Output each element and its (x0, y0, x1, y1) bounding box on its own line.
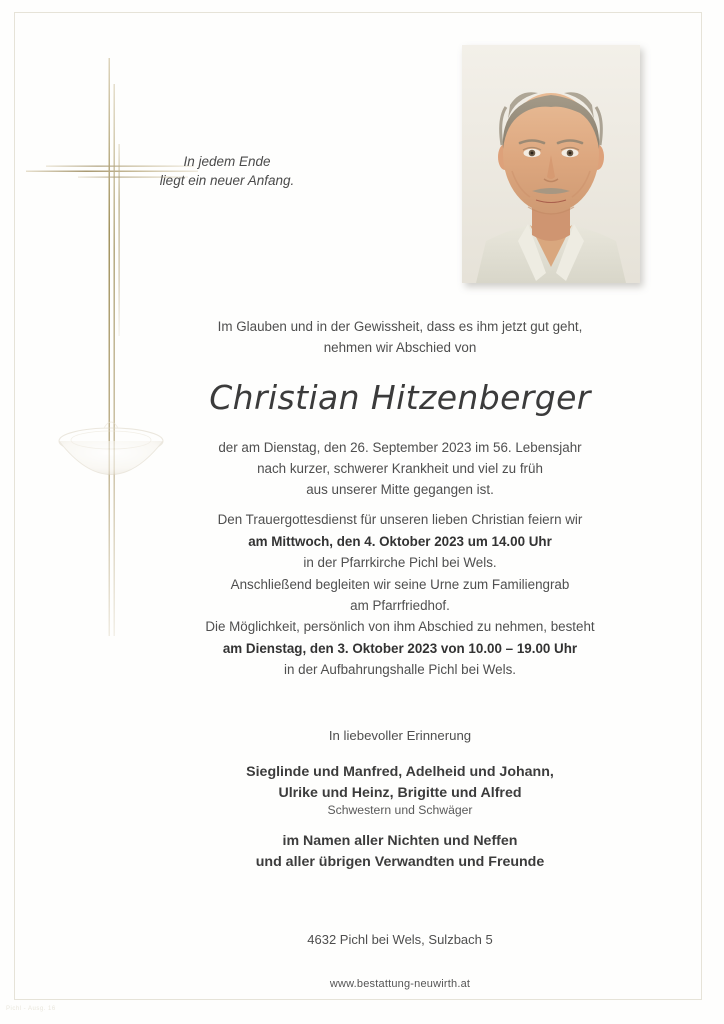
service-line-1: Den Trauergottesdienst für unseren lieben Christian feiern wir (217, 512, 583, 527)
life-details-paragraph (150, 437, 650, 500)
footer-address: 4632 Pichl bei Wels, Sulzbach 5 (307, 932, 493, 947)
service-line-4: Anschließend begleiten wir seine Urne zum Familiengrab (230, 576, 570, 592)
quote-line-2: liegt ein neuer Anfang. (159, 173, 295, 188)
viewing-line-1: Die Möglichkeit, persönlich von ihm Abschied zu nehmen, besteht (205, 619, 595, 634)
life-details-line-1: der am Dienstag, den 26. September 2023 im 56. Lebensjahr (218, 440, 582, 455)
viewing-location: in der Aufbahrungshalle Pichl bei Wels. (284, 662, 516, 677)
family-names-line-2: Ulrike und Heinz, Brigitte und Alfred (278, 785, 522, 801)
opening-quote (112, 152, 342, 190)
intro-line-1: Im Glauben und in der Gewissheit, dass es ihm jetzt gut geht, (217, 319, 583, 334)
intro-line-2: nehmen wir Abschied von (323, 340, 477, 355)
footer-website: www.bestattung-neuwirth.at (329, 978, 471, 990)
family-names (150, 762, 650, 804)
deceased-name: Christian Hitzenberger (209, 378, 591, 417)
viewing-datetime: am Dienstag, den 3. Oktober 2023 von 10.00 – 19.00 Uhr (222, 640, 578, 656)
service-datetime: am Mittwoch, den 4. Oktober 2023 um 14.00 Uhr (248, 533, 552, 549)
life-details-line-3: aus unserer Mitte gegangen ist. (306, 482, 494, 497)
funeral-service-paragraph (150, 509, 650, 617)
memory-heading: In liebevoller Erinnerung (328, 728, 472, 743)
service-location: in der Pfarrkirche Pichl bei Wels. (303, 555, 497, 570)
life-details-line-2: nach kurzer, schwerer Krankheit und viel zu früh (257, 461, 543, 476)
print-mark: Pichl - Ausg. 16 (6, 1006, 56, 1012)
closing-line-1: im Namen aller Nichten und Neffen (282, 833, 518, 849)
family-relation: Schwestern und Schwäger (327, 803, 473, 817)
viewing-paragraph (150, 616, 650, 681)
closing-line-2: und aller übrigen Verwandten und Freunde (255, 854, 545, 870)
intro-paragraph (150, 316, 650, 358)
service-line-5: am Pfarrfriedhof. (350, 598, 450, 613)
portrait-photo (462, 45, 640, 283)
quote-line-1: In jedem Ende (183, 154, 271, 169)
family-names-line-1: Sieglinde und Manfred, Adelheid und Johann, (246, 764, 554, 780)
closing-names (150, 831, 650, 873)
